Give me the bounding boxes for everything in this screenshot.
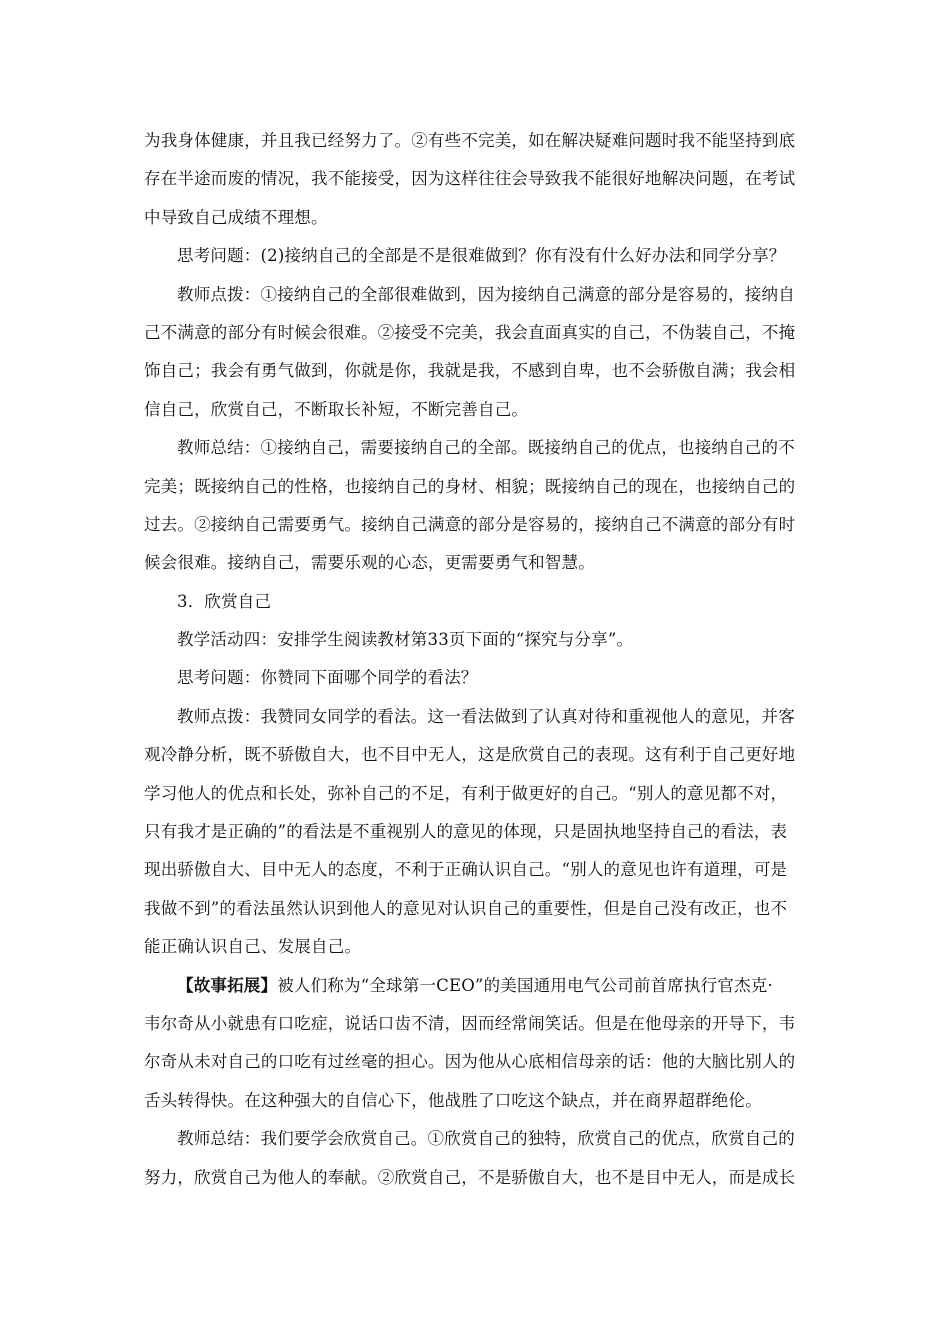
text-line: 我做不到”的看法虽然认识到他人的意见对认识自己的重要性，但是自己没有改正，也不 xyxy=(144,898,788,918)
text-line: 舌头转得快。在这种强大的自信心下，他战胜了口吃这个缺点，并在商界超群绝伦。 xyxy=(144,1090,762,1110)
body-text xyxy=(144,122,810,1197)
text-line: 尔奇从未对自己的口吃有过丝毫的担心。因为他从心底相信母亲的话：他的大脑比别人的 xyxy=(144,1052,796,1072)
text-line: 教学活动四：安排学生阅读教材第33页下面的“探究与分享”。 xyxy=(177,630,634,650)
text-line: 存在半途而废的情况，我不能接受，因为这样往往会导致我不能很好地解决问题，在考试 xyxy=(144,169,796,189)
text-line: 现出骄傲自大、目中无人的态度，不利于正确认识自己。“别人的意见也许有道理，可是 xyxy=(144,860,788,880)
text-line: 观冷静分析，既不骄傲自大，也不目中无人，这是欣赏自己的表现。这有利于自己更好地 xyxy=(144,745,796,765)
text-line: 只有我才是正确的”的看法是不重视别人的意见的体现，只是固执地坚持自己的看法，表 xyxy=(144,822,788,842)
text-line: 信自己，欣赏自己，不断取长补短，不断完善自己。 xyxy=(144,399,529,419)
story-tag: 【故事拓展】 xyxy=(177,975,278,995)
text-line: 教师点拨：①接纳自己的全部很难做到，因为接纳自己满意的部分是容易的，接纳自 xyxy=(177,284,795,304)
text-line: 思考问题：你赞同下面哪个同学的看法？ xyxy=(177,668,478,688)
text-line: 教师总结：我们要学会欣赏自己。①欣赏自己的独特，欣赏自己的优点，欣赏自己的 xyxy=(177,1129,795,1149)
text-line: 教师总结：①接纳自己，需要接纳自己的全部。既接纳自己的优点，也接纳自己的不 xyxy=(177,438,795,458)
text-line: 努力，欣赏自己为他人的奉献。②欣赏自己，不是骄傲自大，也不是目中无人，而是成长 xyxy=(144,1167,796,1187)
story-line xyxy=(144,967,810,1005)
text-line: 饰自己；我会有勇气做到，你就是你，我就是我，不感到自卑，也不会骄傲自满；我会相 xyxy=(144,361,796,381)
text-line: 己不满意的部分有时候会很难。②接受不完美，我会直面真实的自己，不伪装自己，不掩 xyxy=(144,322,796,342)
story-text: 被人们称为“全球第一CEO”的美国通用电气公司前首席执行官杰克· xyxy=(277,975,773,995)
text-line: 完美；既接纳自己的性格，也接纳自己的身材、相貌；既接纳自己的现在，也接纳自己的 xyxy=(144,476,796,496)
text-line: 教师点拨：我赞同女同学的看法。这一看法做到了认真对待和重视他人的意见，并客 xyxy=(177,706,795,726)
text-line: 为我身体健康，并且我已经努力了。②有些不完美，如在解决疑难问题时我不能坚持到底 xyxy=(144,131,796,150)
text-line: 韦尔奇从小就患有口吃症，说话口齿不清，因而经常闹笑话。但是在他母亲的开导下，韦 xyxy=(144,1013,796,1033)
text-line: 能正确认识自己、发展自己。 xyxy=(144,937,362,957)
section-heading: 3．欣赏自己 xyxy=(177,591,272,611)
text-line: 思考问题：(2)接纳自己的全部是不是很难做到？你有没有什么好办法和同学分享？ xyxy=(177,246,786,266)
text-line: 候会很难。接纳自己，需要乐观的心态，更需要勇气和智慧。 xyxy=(144,553,595,573)
text-line: 中导致自己成绩不理想。 xyxy=(144,207,328,227)
text-line: 过去。②接纳自己需要勇气。接纳自己满意的部分是容易的，接纳自己不满意的部分有时 xyxy=(144,514,796,534)
text-line: 学习他人的优点和长处，弥补自己的不足，有利于做更好的自己。“别人的意见都不对， xyxy=(144,783,788,803)
